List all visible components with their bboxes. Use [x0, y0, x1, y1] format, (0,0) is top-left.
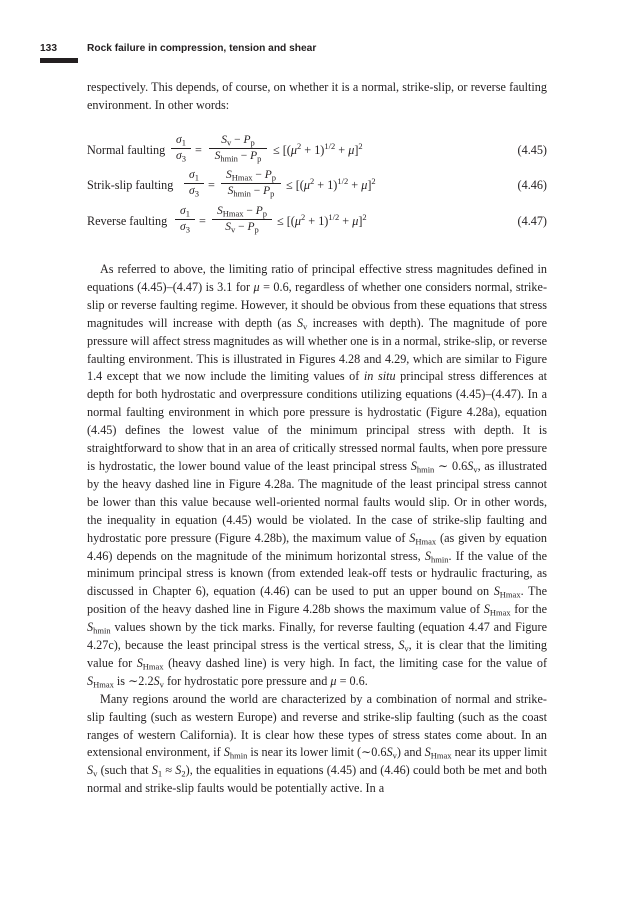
stress-ratio: $\frac{\sigma_1}{\sigma_3}$ — [184, 168, 204, 199]
equation-number: (4.45) — [517, 143, 547, 157]
stress-ratio: $\frac{\sigma_1}{\sigma_3}$ — [171, 133, 191, 164]
running-header — [40, 43, 560, 59]
effective-stress-ratio: $S_{Hmax} - P_p$ $S_v - P_p$ — [212, 204, 272, 235]
equation-4-45: Normal faulting $\frac{\sigma_1}{\sigma_3}$ = $S_v - P_p$ $S_{hmin} - P_p$ ≤ $[(\mu^2 + 1)^{1/2} + \mu]^2$ (4.45) — [87, 134, 547, 164]
equation-label: Reverse faulting — [87, 214, 168, 228]
intro-paragraph: respectively. This depends, of course, on whether it is a normal, strike-slip, or reverse faulting environment. In other words: — [87, 80, 547, 112]
equation-label: Strik-slip faulting — [87, 178, 174, 192]
paragraph-combined-regimes: Many regions around the world are characterized by a combination of normal and strike-slip faulting (such as western Europe) and reverse and strike-slip faulting (such as the coast ranges of western California). It is clear how these types of stress states come about. In an extensional environment, if $S_{hmin}$ is near its lower limit $(\sim 0.6S_v)$ and $S_{Hmax}$ near its upper limit $S_v$ (such that $S_1 \approx S_2$), the equalities in equations (4.45) and (4.46) could both be met and both normal and strike-slip faults would be potentially active. In a — [87, 691, 547, 796]
running-title: Rock failure in compression, tension and shear — [87, 43, 317, 54]
friction-limit: ≤ $[(\mu^2 + 1)^{1/2} + \mu]^2$ — [286, 176, 376, 192]
effective-stress-ratio: $S_v - P_p$ $S_{hmin} - P_p$ — [209, 133, 267, 164]
equation-4-47: Reverse faulting $\frac{\sigma_1}{\sigma_3}$ = $S_{Hmax} - P_p$ $S_v - P_p$ ≤ $[(\mu^2 + 1)^{1/2} + \mu]^2$ (4.47) — [87, 205, 547, 235]
friction-limit: ≤ $[(\mu^2 + 1)^{1/2} + \mu]^2$ — [277, 212, 367, 228]
page-number: 133 — [40, 43, 57, 54]
effective-stress-ratio: $S_{Hmax} - P_p$ $S_{hmin} - P_p$ — [221, 168, 281, 199]
equation-label: Normal faulting — [87, 143, 166, 157]
equation-number: (4.47) — [517, 214, 547, 228]
friction-limit: ≤ $[(\mu^2 + 1)^{1/2} + \mu]^2$ — [273, 141, 363, 157]
equation-4-46: Strik-slip faulting $\frac{\sigma_1}{\sigma_3}$ = $S_{Hmax} - P_p$ $S_{hmin} - P_p$ ≤ $[(\mu^2 + 1)^{1/2} + \mu]^2$ (4.46) — [87, 169, 547, 199]
equation-number: (4.46) — [517, 178, 547, 192]
body-text — [87, 261, 547, 798]
stress-ratio: $\frac{\sigma_1}{\sigma_3}$ — [175, 204, 195, 235]
paragraph-limiting-ratio: As referred to above, the limiting ratio of principal effective stress magnitudes defined in equations (4.45)–(4.47) is 3.1 for μ = 0.6, regardless of whether one considers normal, strike-slip or reverse faulting regime. However, it should be obvious from these equations that stress magnitudes will increase with depth (as $S_v$ increases with depth). The magnitude of pore pressure will affect stress magnitudes as will whether one is in a normal, strike-slip, or reverse faulting environment. This is illustrated in Figures 4.28 and 4.29, which are similar to Figure 1.4 except that we now include the limiting values of in situ principal stress differences at depth for both hydrostatic and overpressure conditions utilizing equations (4.45)–(4.47). In a normal faulting environment in which pore pressure is hydrostatic (Figure 4.28a), equation (4.45) defines the lowest value of the minimum principal stress with depth. It is straightforward to show that in an area of critically stressed normal faults, when pore pressure is hydrostatic, the lower bound value of the least principal stress $S_{hmin}$ ∼ $0.6S_v$, as illustrated by the heavy dashed line in Figure 4.28a. The magnitude of the least principal stress cannot be lower than this value because well-oriented normal faults would slip. Or in other words, the inequality in equation (4.45) would be violated. In the case of strike-slip faulting and hydrostatic pore pressure (Figure 4.28b), the maximum value of $S_{Hmax}$ (as given by equation 4.46) depends on the magnitude of the minimum horizontal stress, $S_{hmin}$. If the value of the minimum principal stress is known (from extended leak-off tests or hydraulic fracturing, as discussed in Chapter 6), equation (4.46) can be used to put an upper bound on $S_{Hmax}$. The position of the heavy dashed line in Figure 4.28b shows the maximum value of $S_{Hmax}$ for the $S_{hmin}$ values shown by the tick marks. Finally, for reverse faulting (equation 4.47 and Figure 4.27c), because the least principal stress is the vertical stress, $S_v$, it is clear that the limiting value for $S_{Hmax}$ (heavy dashed line) is very high. In fact, the limiting case for the value of $S_{Hmax}$ is $\sim 2.2S_v$ for hydrostatic pore pressure and μ = 0.6. — [87, 262, 548, 690]
header-rule — [40, 58, 78, 63]
